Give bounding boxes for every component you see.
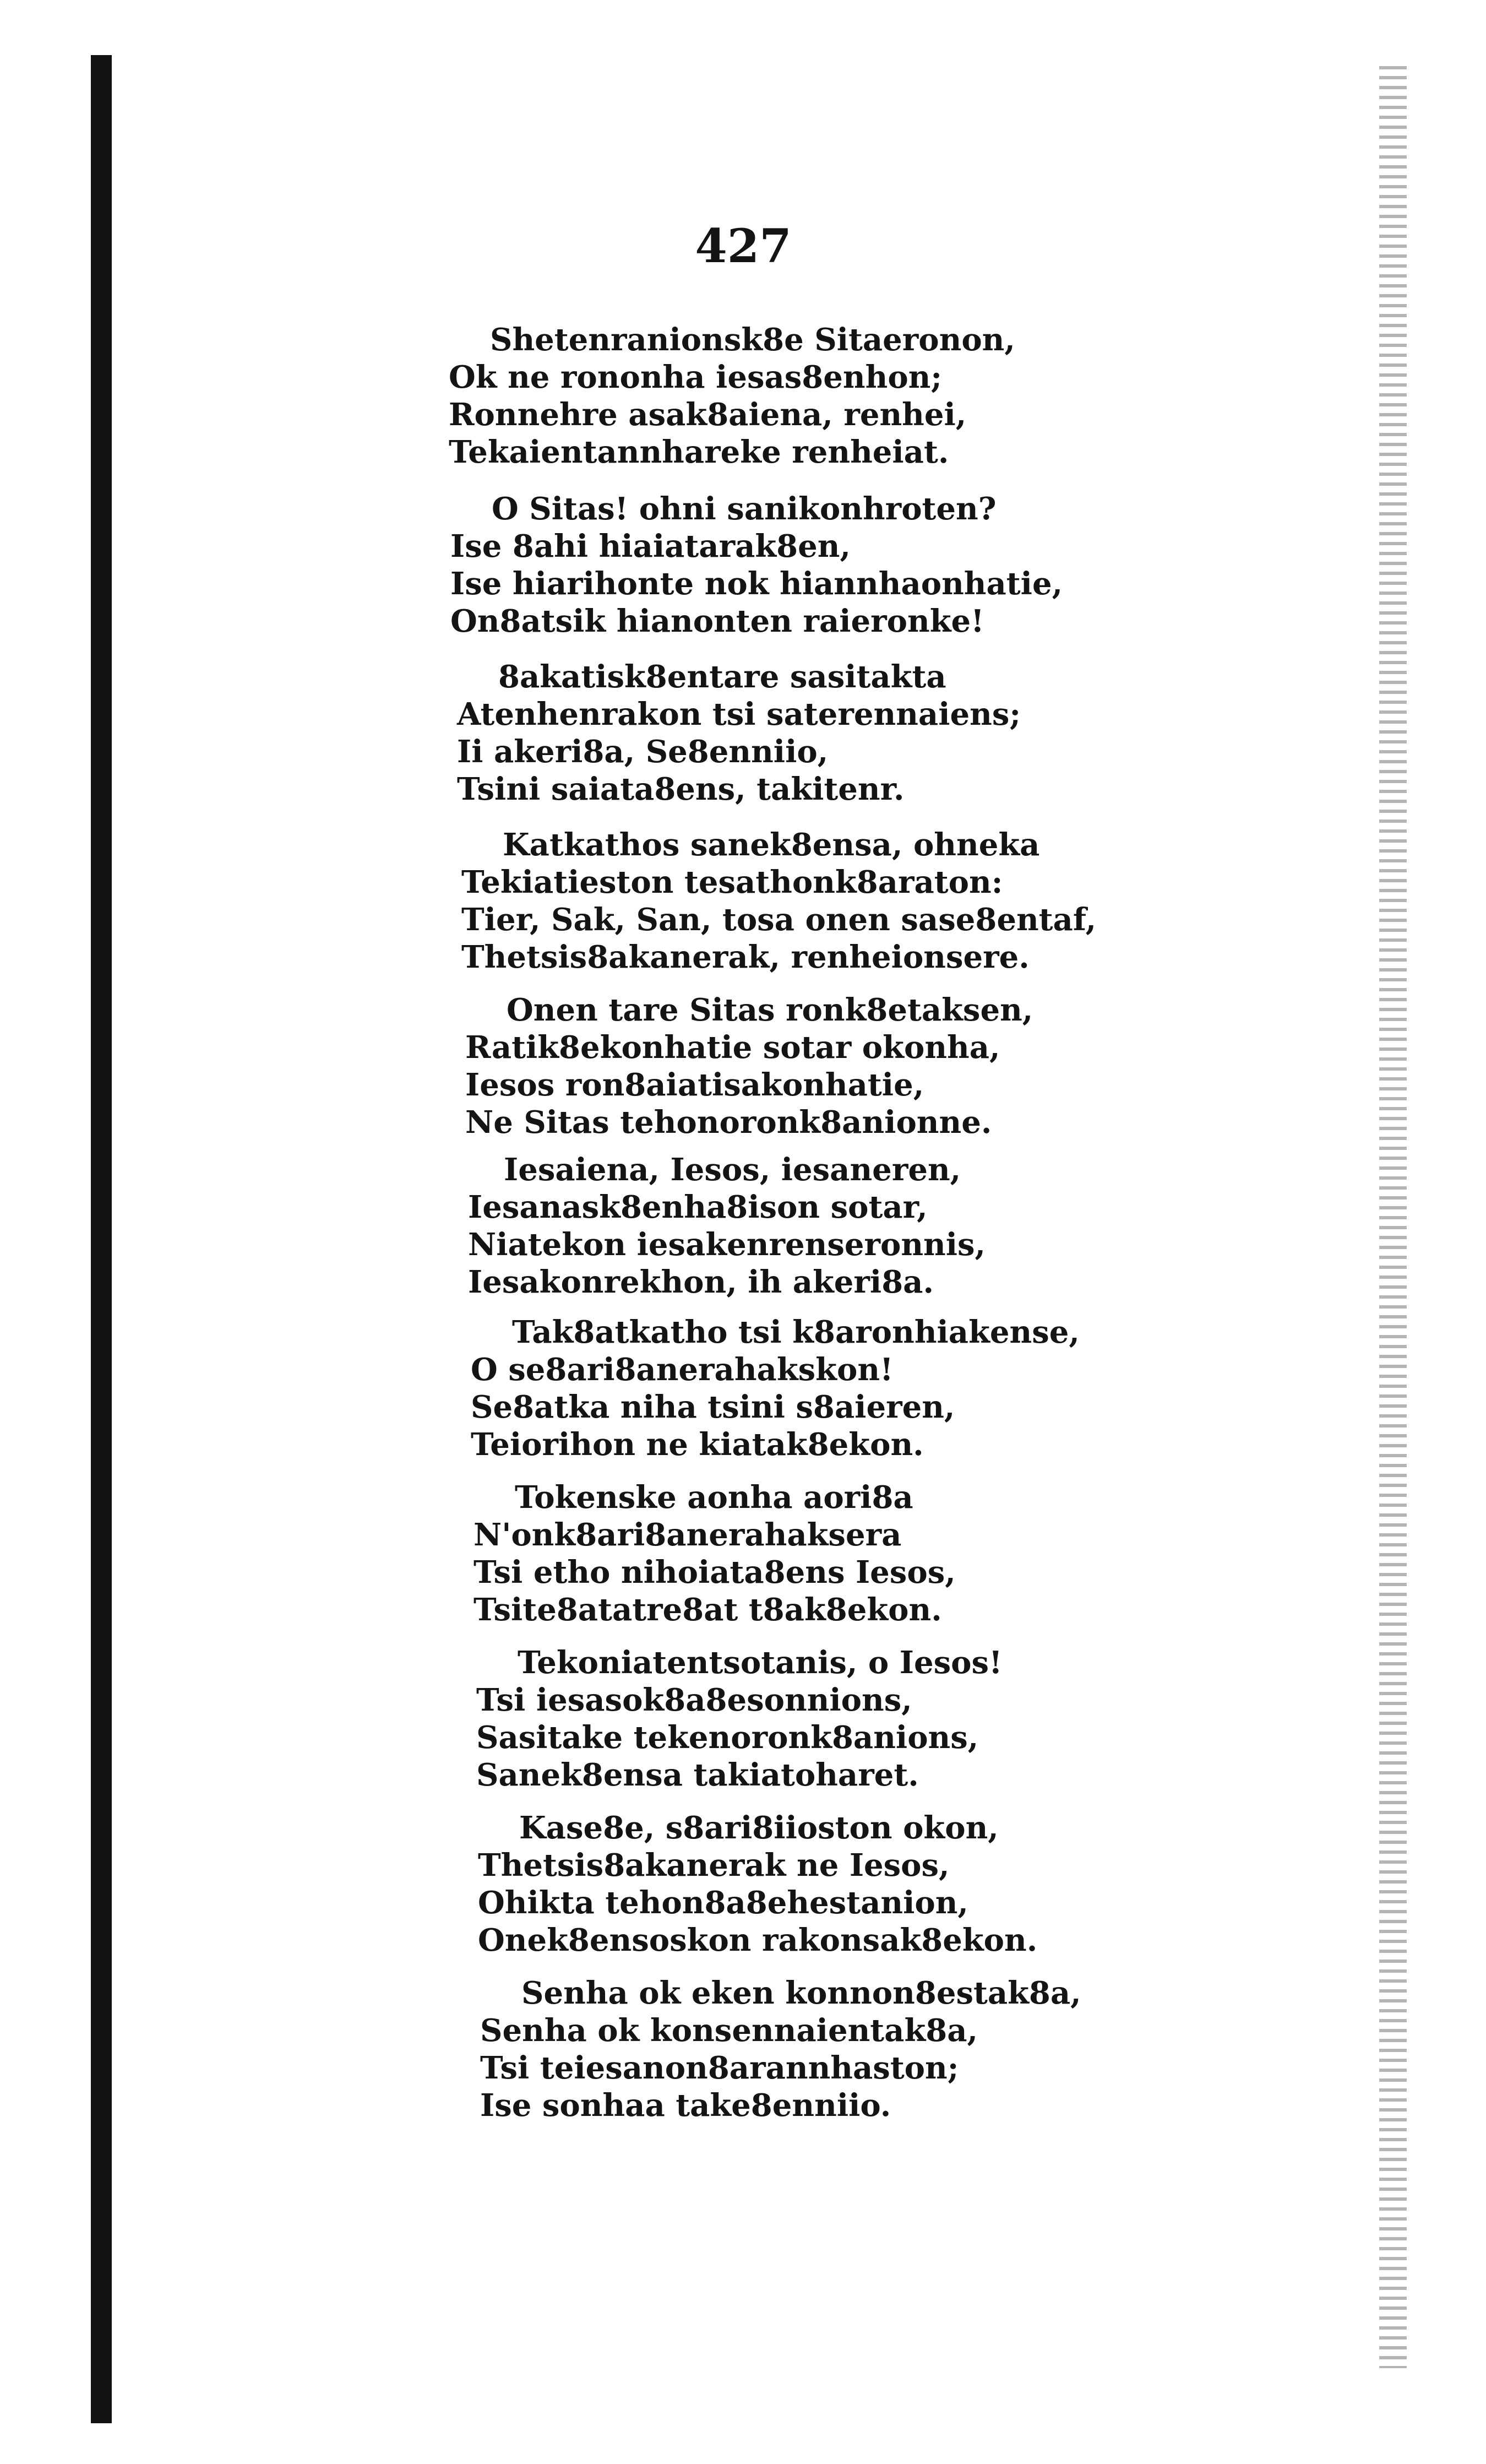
verse-line: Iesaiena, Iesos, iesaneren, [504,1152,961,1188]
stanza [461,826,1096,976]
verse-line: Senha ok konsennaientak8a, [480,2012,978,2049]
verse-line: Niatekon iesakenrenseronnis, [468,1226,986,1263]
verse-line: Se8atka niha tsini s8aieren, [471,1389,955,1425]
verse-line: Senha ok eken konnon8estak8a, [521,1975,1081,2011]
stanza [473,1479,956,1629]
verse-line: Tekiatieston tesathonk8araton: [461,864,1003,900]
verse-line: N'onk8ari8anerahaksera [473,1517,902,1553]
verse-line: Kase8e, s8ari8iioston okon, [519,1810,999,1846]
verse-line: Ise hiarihonte nok hiannhaonhatie, [450,566,1063,602]
verse-line: Thetsis8akanerak ne Iesos, [478,1847,950,1884]
verse-line: Ise 8ahi hiaiatarak8en, [450,528,851,565]
verse-line: Sanek8ensa takiatoharet. [476,1757,919,1793]
verse-line: Tsini saiata8ens, takitenr. [457,771,905,807]
verse-line: Ii akeri8a, Se8enniio, [457,734,829,770]
verse-line: O Sitas! ohni sanikonhroten? [492,491,997,527]
stanza [480,1974,1081,2124]
verse-line: Ne Sitas tehonoronk8anionne. [465,1104,992,1141]
verse-line: O se8ari8anerahakskon! [471,1352,894,1388]
verse-line: 8akatisk8entare sasitakta [498,659,946,695]
stanza [450,490,1063,640]
page-right-margin-shadow [1379,66,1407,2368]
verse-line: Atenhenrakon tsi saterennaiens; [457,696,1021,732]
verse-line: Tsi teiesanon8arannhaston; [480,2050,959,2086]
verse-line: Tokenske aonha aori8a [515,1479,913,1516]
verse-line: Onek8ensoskon rakonsak8ekon. [478,1922,1038,1958]
stanza [457,658,1021,808]
page-binding-edge [91,55,112,2423]
verse-line: Tsi etho nihoiata8ens Iesos, [473,1554,956,1591]
verse-line: Tak8atkatho tsi k8aronhiakense, [512,1314,1080,1350]
verse-line: Teiorihon ne kiatak8ekon. [471,1426,924,1463]
verse-line: Tsite8atatre8at t8ak8ekon. [473,1592,942,1628]
verse-line: Thetsis8akanerak, renheionsere. [461,939,1030,975]
verse-line: Onen tare Sitas ronk8etaksen, [507,992,1033,1028]
verse-line: Iesanask8enha8ison sotar, [468,1189,928,1225]
verse-line: Ise sonhaa take8enniio. [480,2087,891,2124]
stanza [468,1151,986,1301]
verse-line: Tsi iesasok8a8esonnions, [476,1682,912,1718]
verse-line: Shetenranionsk8e Sitaeronon, [490,322,1015,358]
verse-line: Tekaientannhareke renheiat. [449,434,949,470]
verse-line: Iesakonrekhon, ih akeri8a. [468,1264,934,1300]
verse-line: Ronnehre asak8aiena, renhei, [449,397,967,433]
verse-line: Iesos ron8aiatisakonhatie, [465,1067,924,1103]
verse-line: Ohikta tehon8a8ehestanion, [478,1885,968,1921]
verse-line: Sasitake tekenoronk8anions, [476,1719,979,1756]
verse-line: Katkathos sanek8ensa, ohneka [503,827,1040,863]
page-number: 427 [695,219,792,273]
verse-line: Ok ne rononha iesas8enhon; [449,359,943,395]
stanza [449,321,1015,471]
verse-line: On8atsik hianonten raieronke! [450,603,984,639]
verse-line: Ratik8ekonhatie sotar okonha, [465,1029,1000,1066]
stanza [476,1644,1003,1794]
stanza [471,1314,1080,1463]
verse-line: Tekoniatentsotanis, o Iesos! [518,1645,1003,1681]
verse-line: Tier, Sak, San, tosa onen sase8entaf, [461,902,1097,938]
stanza [478,1809,1037,1959]
stanza [465,991,1033,1141]
